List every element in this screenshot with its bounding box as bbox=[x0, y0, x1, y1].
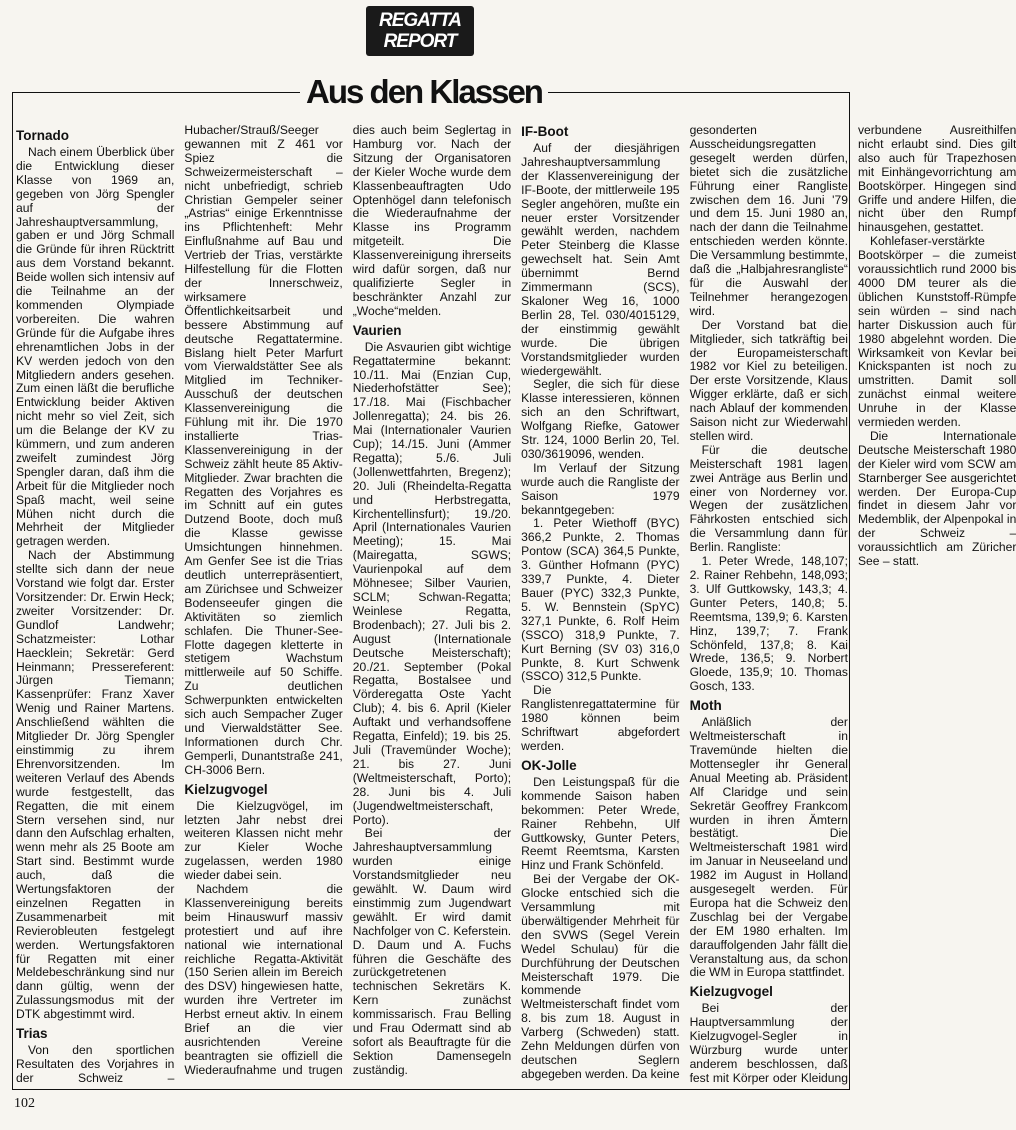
section-paragraph: Die Asvaurien gibt wichtige Regattatermine bekannt: 10./11. Mai (Enzian Cup, Niederhofstätter See); 17./18. Mai (Fischbacher Jollenregatta); 24. bis 26. Mai (Internationaler Vaurien Cup); 14./15. Juni (Ammer Regatta); 5./6. Juli (Jollenwettfahrten, Bregenz); 20. Juli (Rheindelta-Regatta und Herbstregatta, Kirchentellinsfurt); 19./20. April (Internationales Vaurien Meeting); 15. Mai (Mairegatta, SGWS; Vaurienpokal auf dem Möhnesee; Silber Vaurien, SCLM; Schwan-Regatta; Weinlese Regatta, Brodenbach); 27. Juli bis 2. August (Internationale Deutsche Meisterschaft); 20./21. September (Pokal Regatta, Bostalsee und Vörderegatta Oste Yacht Club); 4. bis 6. April (Kieler Auftakt und verhandsoffene Regatta, Einfeld); 19. bis 25. Juli (Travemünder Woche); 21. bis 27. Juni (Weltmeisterschaft, Porto); 28. Juni bis 4. Juli (Jugendweltmeisterschaft, Porto). bbox=[352, 339, 512, 827]
section-paragraph: Den Leistungspaß für die kommende Saison haben bekommen: Peter Wrede, Rainer Rehbehn, Ulf Guttkowsky, Gunter Peters, Reemt Reemtsma, Karsten Hinz und Frank Schönfeld. bbox=[521, 774, 680, 873]
section-heading: Moth bbox=[689, 698, 722, 714]
section-heading: Vaurien bbox=[352, 322, 402, 338]
section-paragraph: Der Vorstand bat die Mitglieder, sich tatkräftig bei der Europameisterschaft 1982 vor Kiel zu beteiligen. Der erste Vorsitzende, Klaus Wigger erklärte, daß er sich nach Ablauf der kommenden Saison nicht zur Wiederwahl stellen wird. bbox=[689, 317, 848, 443]
regatta-report-logo bbox=[366, 6, 474, 56]
section-heading: Trias bbox=[16, 1026, 48, 1042]
section-paragraph: Die Ranglistenregattatermine für 1980 können beim Schriftwart abgefordert werden. bbox=[521, 683, 680, 753]
section-paragraph: Segler, die sich für diese Klasse interessieren, können sich an den Schriftwart, Wolfgang Riefke, Gatower Str. 124, 1000 Berlin 20, Tel. 030/3619096, wenden. bbox=[521, 377, 680, 461]
section-heading: Kielzugvogel bbox=[689, 984, 773, 1000]
section-heading: Tornado bbox=[16, 128, 69, 143]
section-heading: Kielzugvogel bbox=[184, 781, 268, 797]
section-paragraph: Nachdem die Klassenvereinigung bereits beim Hinauswurf massiv protestiert und auf ihre national wie international reichliche Regatta-Aktivität (150 Serien allein im Bereich des DSV) hingewiesen hatte, wurden ihre Vertreter im Herbst erneut aktiv. In einem Brief an die vier ausrichtenden Vereine beantragten sie offiziell die Wiederaufnahme und trugen dies auch beim Seglertag in Hamburg vor. Nach der Sitzung der Organisatoren der Kieler Woche wurde dem Klassenbeauftragten Udo Optenhögel dann telefonisch die Wiederaufnahme der Klasse ins Programm mitgeteilt. Die Klassenvereinigung ihrerseits wird dafür sorgen, daß nur qualifizierte Segler in beschränkter Anzahl zur „Woche“melden. bbox=[184, 123, 512, 1077]
section-paragraph: 1. Peter Wiethoff (BYC) 366,2 Punkte, 2. Thomas Pontow (SCA) 364,5 Punkte, 3. Günther Hofmann (PYC) 339,7 Punkte, 4. Dieter Bauer (PYC) 332,3 Punkte, 5. W. Bennstein (SpYC) 327,1 Punkte, 6. Rolf Heim (SSCO) 318,9 Punkte, 7. Kurt Berning (SV 03) 316,0 Punkte, 8. Kurt Schwenk (SSCO) 312,5 Punkte. bbox=[521, 516, 680, 684]
page-headline: Aus den Klassen bbox=[300, 72, 548, 112]
article-columns bbox=[16, 123, 1016, 1086]
page-number: 102 bbox=[14, 1096, 35, 1111]
section-paragraph: Die Kielzugvögel, im letzten Jahr nebst drei weiteren Klassen nicht mehr zur Kieler Woche zugelassen, werden 1980 wieder dabei sein. bbox=[184, 798, 343, 883]
logo-line-2: REPORT bbox=[383, 31, 457, 52]
section-paragraph: Bei der Hauptversammlung der Kielzugvogel-Segler in Würzburg wurde unter anderem beschlossen, daß fest mit Körper oder Kleidung verbundene Ausreithilfen nicht erlaubt sind. Dies gilt also auch für Trapezhosen mit Einhängevorrichtung am Bootskörper. Hingegen sind Griffe und andere Hilfen, die nicht über den Rumpf hinausgehen, gestattet. bbox=[689, 123, 1016, 1085]
section-paragraph: Nach der Abstimmung stellte sich dann der neue Vorstand wie folgt dar. Erster Vorsitzender: Dr. Erwin Heck; zweiter Vorsitzender: Dr. Gundlof Landwehr; Schatzmeister: Lothar Haecklein; Sekretär: Gerd Heinmann; Pressereferent: Jürgen Tiemann; Kassenprüfer: Franz Xaver Wenig und Rainer Martens. Anschließend wählten die Mitglieder Dr. Jörg Spengler einstimmig zu ihrem Ehrenvorsitzenden. Im weiteren Verlauf des Abends wurde festgestellt, das Regatten, die mit einem Stern versehen sind, nur dann den Aufschlag erhalten, wenn mehr als 25 Boote am Start sind. Bestimmt wurde auch, daß die Wertungsfaktoren der einzelnen Regatten in Zusammenarbeit mit Revierobleuten festgelegt werden. Wertungsfaktoren für Regatten mit einer Meldebeschränkung sind nur dann gültig, wenn der Zulassungsmodus mit der DTK abgestimmt wird. bbox=[16, 548, 175, 1022]
section-paragraph: Auf der diesjährigen Jahreshauptversammlung der Klassenvereinigung der IF-Boote, der mittlerweile 195 Segler angehören, mußte ein neuer erster Vorsitzender gewählt werden, nachdem Peter Steinberg die Klasse gewechselt hat. Sein Amt übernimmt Bernd Zimmermann (SCS), Skaloner Weg 16, 1000 Berlin 28, Tel. 030/4015129, der einstimmig gewählt wurde. Die übrigen Vorstandsmitglieder wurden wiedergewählt. bbox=[521, 141, 680, 378]
logo-line-1: REGATTA bbox=[378, 10, 461, 31]
section-paragraph: Nach einem Überblick über die Entwicklung dieser Klasse von 1969 an, gegeben von Jörg Spengler auf der Jahreshauptversammlung, gaben er und Jörg Schmall die Gründe für ihren Rücktritt aus dem Vorstand bekannt. Beide wollen sich intensiv auf die Teilnahme an der kommenden Olympiade vorbereiten. Die wahren Gründe für die Aufgabe ihres ehrenamtlichen Jobs in der KV werden jedoch von den Mitgliedern anders gesehen. Zum einen läßt die berufliche Entwicklung beider Aktiven nicht mehr so viel Zeit, sich um die Belange der KV zu kümmern, und zum anderen zweifelt zumindest Jörg Spengler daran, daß ihm die Arbeit für die Mitglieder noch Spaß macht, weil seine Mühen nicht durch die Mehrheit der Mitglieder getragen werden. bbox=[16, 145, 175, 549]
section-paragraph: Kohlefaser-verstärkte Bootskörper – die zumeist voraussichtlich rund 2000 bis 4000 DM teurer als die üblichen Kunststoff-Rümpfe sein würden – sind nach harter Diskussion auch für 1980 abgelehnt worden. Die Wirksamkeit von Kevlar bei Knickspanten ist noch zu umstritten. Damit soll zunächst einmal weitere Unruhe in der Klasse vermieden werden. bbox=[857, 234, 1016, 430]
section-paragraph: Im Verlauf der Sitzung wurde auch die Rangliste der Saison 1979 bekanntgegeben: bbox=[521, 460, 680, 517]
section-paragraph: Bei der Jahreshauptversammlung wurden einige Vorstandsmitglieder neu gewählt. W. Daum wird einstimmig zum Jugendwart gewählt. Er wird damit Nachfolger von C. Keferstein. D. Daum und A. Fuchs führen die Geschäfte des zurückgetretenen technischen Sekretärs K. Kern zunächst kommissarisch. Frau Belling und Frau Odermatt sind ab sofort als Beauftragte für die Sektion Damensegeln zuständig. bbox=[352, 826, 512, 1077]
section-paragraph: Die Internationale Deutsche Meisterschaft 1980 der Kieler wird vom SCW am Starnberger See ausgerichtet werden. Der Europa-Cup findet in diesem Jahr vor Medemblik, der Alpenpokal in der Schweiz – voraussichtlich am Züricher See – statt. bbox=[857, 428, 1016, 569]
section-paragraph: Bei der Vergabe der OK-Glocke entschied sich die Versammlung mit überwältigender Mehrheit für den SVWS (Segel Verein Wedel Schulau) für die Durchführung der Deutschen Meisterschaft 1979. Die kommende Weltmeisterschaft findet vom 8. bis zum 18. August in Varberg (Schweden) statt. Zehn Meldungen dürfen von deutschen Seglern abgegeben werden. Da keine gesonderten Ausscheidungsregatten gesegelt werden dürfen, bietet sich die zusätzliche Führung einer Rangliste zwischen dem 16. Juni '79 und dem 15. Juni 1980 an, nach der dann die Teilnahme entschieden werden könnte. Die Versammlung bestimmte, daß die „Halbjahresrangliste“ für die Auswahl der Teilnehmer herangezogen wird. bbox=[521, 123, 848, 1081]
section-paragraph: 1. Peter Wrede, 148,107; 2. Rainer Rehbehn, 148,093; 3. Ulf Guttkowsky, 143,3; 4. Gunter Peters, 140,8; 5. Reemtsma, 139,9; 6. Karsten Hinz, 139,7; 7. Frank Schönfeld, 137,8; 8. Kai Wrede, 136,5; 9. Norbert Gloede, 135,9; 10. Thomas Gosch, 133. bbox=[689, 554, 848, 694]
section-paragraph: Anläßlich der Weltmeisterschaft in Travemünde hielten die Mottensegler ihr General Anual Meeting ab. Präsident Alf Claridge und sein Sekretär Geoffrey Frankcom wurden in ihren Ämtern bestätigt. Die Weltmeisterschaft 1981 wird im Januar in Neuseeland und 1982 im August in Holland ausgesegelt werden. Für Europa hat die Schweiz den Zuschlag bei der Vergabe der EM 1980 erhalten. Im darauffolgenden Jahr fällt die Veranstaltung aus, da schon die WM in Europa stattfindet. bbox=[689, 715, 848, 980]
section-paragraph: Für die deutsche Meisterschaft 1981 lagen zwei Anträge aus Berlin und einer von Norderney vor. Wegen der zusätzlichen Fährkosten entschied sich die Versammlung dann für Berlin. Rangliste: bbox=[689, 442, 848, 555]
section-heading: IF-Boot bbox=[521, 124, 569, 139]
section-heading: OK-Jolle bbox=[521, 757, 577, 773]
section-paragraph: Von den sportlichen Resultaten des Vorjahres in der Schweiz – Hubacher/Strauß/Seeger gewannen mit Z 461 vor Spiez die Schweizermeisterschaft – nicht unbefriedigt, schrieb Christian Gempeler seiner „Astrias“ einige Erkenntnisse ins Pflichtenheft: Mehr Einflußnahme auf Bau und Vertrieb der Trias, verstärkte Hilfestellung für die Flotten der Innerschweiz, wirksamere Öffentlichkeitsarbeit und bessere Abstimmung auf deutsche Regattatermine. Bislang hielt Peter Marfurt vom Vierwaldstätter See als Mitglied im Techniker-Ausschuß der deutschen Klassenvereinigung die Fühlung mit ihr. Die 1970 installierte Trias-Klassenvereinigung in der Schweiz zählt heute 85 Aktiv-Mitglieder. Zwar brachten die Regatten des Vorjahres es im Schnitt auf ein gutes Dutzend Boote, doch muß die Klasse gewisse Umsichtungen hinnehmen. Am Genfer See ist die Trias deutlich unterrepräsentiert, am Zürichsee und Schweizer Bodenseeufer gingen die Aktivitäten so ziemlich schlafen. Die Thuner-See-Flotte dagegen kletterte in stetigem Wachstum mittlerweile auf 50 Schiffe. Zu deutlichen Schwerpunkten entwickelten sich auch Sempacher Zuger und Vierwaldstätter See. Informationen durch Chr. Gemperli, Dunantstraße 241, CH-3006 Bern. bbox=[16, 123, 343, 1085]
